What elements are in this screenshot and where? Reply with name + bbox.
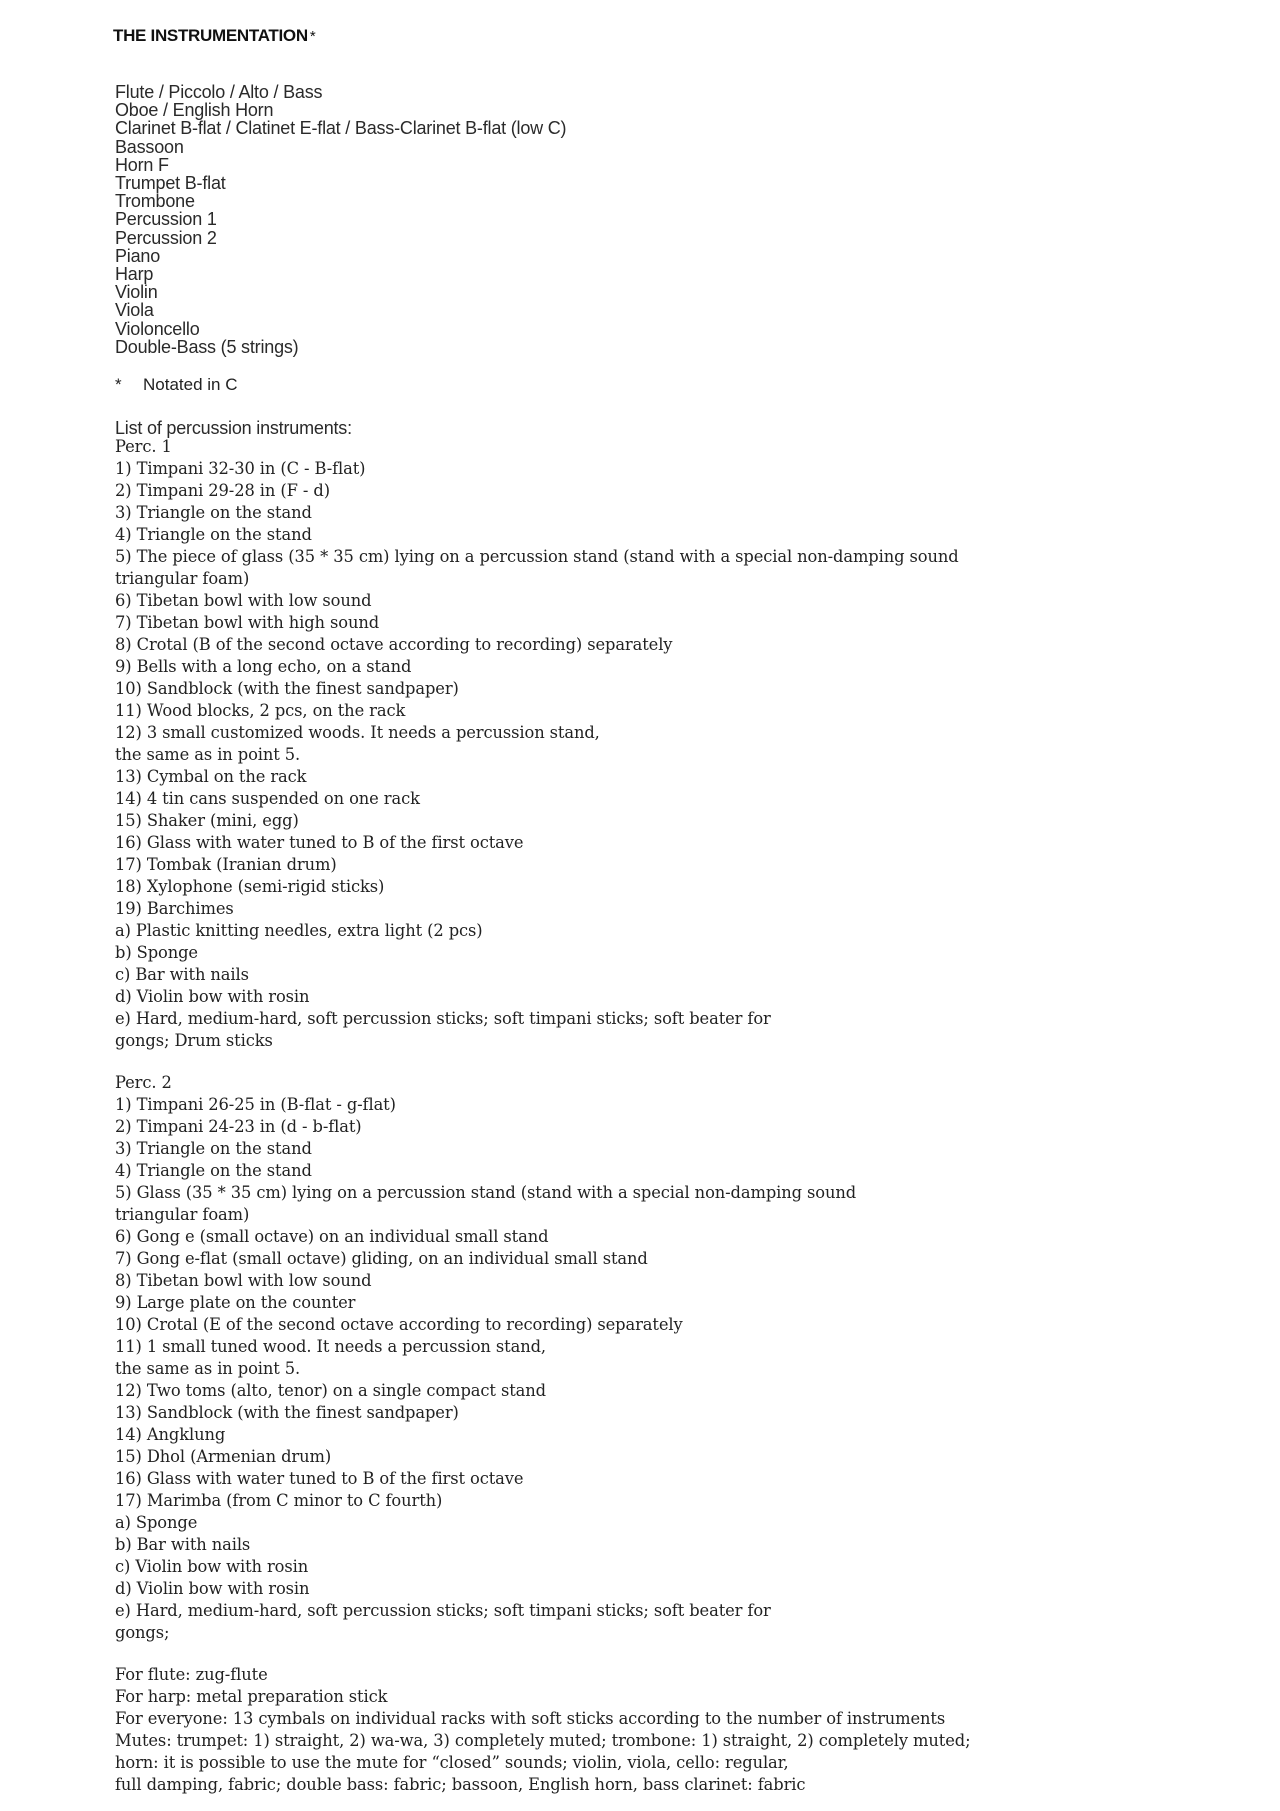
instrument-item: Clarinet B-flat / Clatinet E-flat / Bass-Clarinet B-flat (low C) <box>115 118 567 139</box>
instrument-item: Piano <box>115 245 161 266</box>
instrument-item: Flute / Piccolo / Alto / Bass <box>115 82 323 102</box>
list-item: 1) Timpani 26-25 in (B-flat - g-flat) <box>115 1095 396 1114</box>
list-item: 17) Marimba (from C minor to C fourth) <box>115 1491 443 1510</box>
extra-item: full damping, fabric; double bass: fabric; bassoon, English horn, bass clarinet: fabric <box>115 1775 806 1794</box>
instrument-item: Trumpet B-flat <box>115 173 226 194</box>
list-item: b) Bar with nails <box>115 1535 251 1554</box>
percussion-list-heading: List of percussion instruments: <box>115 418 352 438</box>
instrument-list <box>115 83 566 356</box>
list-item: 19) Barchimes <box>115 899 234 918</box>
list-item: d) Violin bow with rosin <box>115 1579 310 1598</box>
footnote <box>115 375 238 395</box>
title-footnote-mark: * <box>309 28 316 45</box>
list-item: 2) Timpani 29-28 in (F - d) <box>115 481 330 500</box>
list-item: 17) Tombak (Iranian drum) <box>115 855 337 874</box>
list-item: 1) Timpani 32-30 in (C - B-flat) <box>115 459 366 478</box>
instrument-item: Oboe / English Horn <box>115 100 274 121</box>
list-item: 3) Triangle on the stand <box>115 503 312 522</box>
list-item: 9) Bells with a long echo, on a stand <box>115 657 412 676</box>
list-item: c) Bar with nails <box>115 965 249 984</box>
list-item: 13) Sandblock (with the finest sandpaper) <box>115 1403 459 1422</box>
list-item: e) Hard, medium-hard, soft percussion sticks; soft timpani sticks; soft beater for <box>115 1009 771 1028</box>
list-item: gongs; Drum sticks <box>115 1031 273 1050</box>
extra-item: For everyone: 13 cymbals on individual racks with soft sticks according to the number of instruments <box>115 1709 946 1728</box>
list-item: 16) Glass with water tuned to B of the first octave <box>115 1469 524 1488</box>
instrument-item: Viola <box>115 300 154 321</box>
list-item: a) Sponge <box>115 1513 198 1532</box>
list-item: 11) 1 small tuned wood. It needs a percussion stand, <box>115 1337 546 1356</box>
list-item: 10) Crotal (E of the second octave according to recording) separately <box>115 1315 683 1334</box>
list-item: e) Hard, medium-hard, soft percussion sticks; soft timpani sticks; soft beater for <box>115 1601 771 1620</box>
list-item: 6) Tibetan bowl with low sound <box>115 591 372 610</box>
list-item: triangular foam) <box>115 1205 250 1224</box>
perc1-list <box>115 436 959 1052</box>
instrument-item: Violoncello <box>115 318 200 339</box>
perc2-list <box>115 1072 856 1644</box>
footnote-mark: * <box>115 375 122 394</box>
title-text: THE INSTRUMENTATION <box>113 26 308 45</box>
list-item: c) Violin bow with rosin <box>115 1557 309 1576</box>
list-item: 8) Crotal (B of the second octave according to recording) separately <box>115 635 673 654</box>
instrument-item: Trombone <box>115 191 195 212</box>
list-item: 11) Wood blocks, 2 pcs, on the rack <box>115 701 406 720</box>
list-item: b) Sponge <box>115 943 198 962</box>
extra-item: For flute: zug-flute <box>115 1665 268 1684</box>
extras-list <box>115 1664 970 1796</box>
list-item: 13) Cymbal on the rack <box>115 767 307 786</box>
instrument-item: Bassoon <box>115 136 184 157</box>
list-item: 6) Gong e (small octave) on an individual small stand <box>115 1227 549 1246</box>
instrument-item: Percussion 2 <box>115 227 217 248</box>
list-item: 15) Shaker (mini, egg) <box>115 811 299 830</box>
instrument-item: Horn F <box>115 154 169 175</box>
list-item: d) Violin bow with rosin <box>115 987 310 1006</box>
list-item: 18) Xylophone (semi-rigid sticks) <box>115 877 385 896</box>
list-item: 9) Large plate on the counter <box>115 1293 356 1312</box>
instrument-item: Harp <box>115 264 154 285</box>
instrument-item: Violin <box>115 282 158 303</box>
list-item: 2) Timpani 24-23 in (d - b-flat) <box>115 1117 362 1136</box>
page-title <box>113 26 315 46</box>
extra-item: For harp: metal preparation stick <box>115 1687 388 1706</box>
list-item: the same as in point 5. <box>115 1359 301 1378</box>
list-item: 7) Gong e-flat (small octave) gliding, on an individual small stand <box>115 1249 648 1268</box>
list-item: 8) Tibetan bowl with low sound <box>115 1271 372 1290</box>
list-item: 4) Triangle on the stand <box>115 1161 312 1180</box>
list-item: 16) Glass with water tuned to B of the first octave <box>115 833 524 852</box>
extra-item: Mutes: trumpet: 1) straight, 2) wa-wa, 3) completely muted; trombone: 1) straight, 2) completely muted; <box>115 1731 971 1750</box>
list-item: 12) 3 small customized woods. It needs a percussion stand, <box>115 723 600 742</box>
extra-item: horn: it is possible to use the mute for “closed” sounds; violin, viola, cello: regular, <box>115 1753 789 1772</box>
list-item: 14) Angklung <box>115 1425 226 1444</box>
instrument-item: Double-Bass (5 strings) <box>115 336 299 357</box>
list-item: 4) Triangle on the stand <box>115 525 312 544</box>
list-item: 15) Dhol (Armenian drum) <box>115 1447 332 1466</box>
list-item: 12) Two toms (alto, tenor) on a single compact stand <box>115 1381 546 1400</box>
list-item: 14) 4 tin cans suspended on one rack <box>115 789 420 808</box>
instrument-item: Percussion 1 <box>115 209 217 230</box>
list-item: triangular foam) <box>115 569 250 588</box>
list-item: 7) Tibetan bowl with high sound <box>115 613 380 632</box>
list-item: 5) The piece of glass (35 * 35 cm) lying on a percussion stand (stand with a special non-damping sound <box>115 547 959 566</box>
perc1-heading: Perc. 1 <box>115 437 172 456</box>
list-item: 3) Triangle on the stand <box>115 1139 312 1158</box>
footnote-text: Notated in C <box>143 375 238 394</box>
list-item: a) Plastic knitting needles, extra light (2 pcs) <box>115 921 483 940</box>
perc2-heading: Perc. 2 <box>115 1073 172 1092</box>
list-item: the same as in point 5. <box>115 745 301 764</box>
list-item: gongs; <box>115 1623 170 1642</box>
list-item: 5) Glass (35 * 35 cm) lying on a percussion stand (stand with a special non-damping sound <box>115 1183 857 1202</box>
list-item: 10) Sandblock (with the finest sandpaper) <box>115 679 459 698</box>
